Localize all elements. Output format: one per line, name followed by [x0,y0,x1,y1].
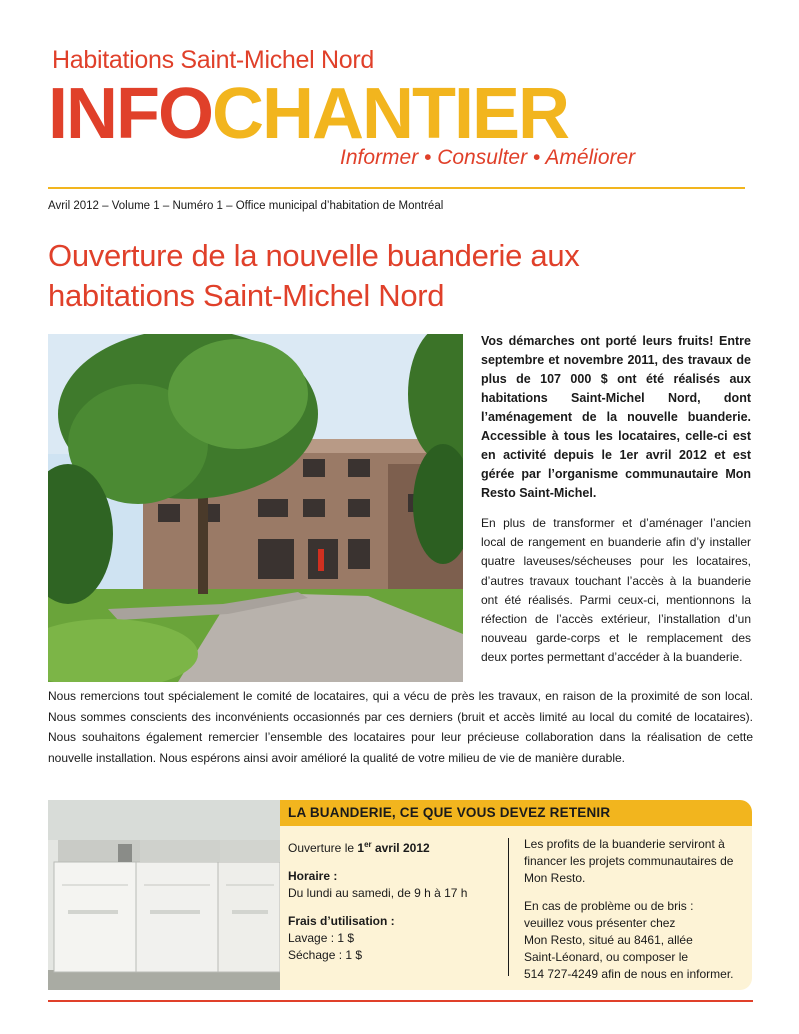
footer-divider [48,1000,753,1002]
opening-day: 1 [357,841,365,855]
header-divider [48,187,745,189]
problem-line-5: 514 727-4249 afin de nous en informer. [524,967,734,981]
fees-label: Frais d’utilisation : [288,914,395,928]
hours-label: Horaire : [288,869,338,883]
masthead-chantier: CHANTIER [211,74,568,154]
opening-line [288,836,498,857]
headline-line-2: habitations Saint-Michel Nord [48,278,445,313]
problem-line-3: Mon Resto, situé au 8461, allée [524,933,693,947]
opening-prefix: Ouverture le [288,841,358,855]
problem-line-4: Saint-Léonard, ou composer le [524,950,689,964]
article-body: En plus de transformer et d’aménager l’ancien local de rangement en buanderie afin d’y installer quatre laveuses/sécheuses pour les locataires, d’autres travaux touchant l’accès à la buanderie ont été réalisés. Parmi ceux-ci, mentionnons la réfection de l’accès extérieur, l’installation d’un nouveau garde-corps et le remplacement des deux portes permettant d’accéder à la buanderie. [481,516,751,665]
issue-line: Avril 2012 – Volume 1 – Numéro 1 – Office municipal d’habitation de Montréal [48,200,444,212]
laundry-photo [48,800,280,990]
profits-text: Les profits de la buanderie serviront à financer les projets communautaires de Mon Resto. [524,837,734,885]
infobox-header [280,800,752,826]
hours-value: Du lundi au samedi, de 9 h à 17 h [288,886,468,900]
column-divider [508,838,509,976]
building-photo [48,334,463,682]
infobox-body [280,826,752,990]
publication-subtitle: Habitations Saint-Michel Nord [52,46,375,74]
infobox-column-1 [288,836,498,964]
fee-dry: Séchage : 1 $ [288,948,363,962]
fee-wash: Lavage : 1 $ [288,931,355,945]
opening-date: avril 2012 [371,841,430,855]
masthead [48,74,568,154]
article-thanks: Nous remercions tout spécialement le comité de locataires, qui a vécu de près les travaux, en raison de la proximité de son local. Nous sommes conscients des inconvénients occasionnés par ces derniers (bruit et accès limité au local du comité de locataires). Nous souhaitons également remercier l’ensemble des locataires pour leur précieuse collaboration dans la réalisation de cette nouvelle installation. Nous espérons ainsi avoir amélioré la qualité de votre milieu de vie de manière durable. [48,689,753,765]
opening-sup: er [364,840,372,849]
infobox-column-2 [524,836,746,983]
headline-line-1: Ouverture de la nouvelle buanderie aux [48,238,580,273]
article-intro: Vos démarches ont porté leurs fruits! Entre septembre et novembre 2011, des travaux de plus de 107 000 $ ont été réalisés aux habitations Saint-Michel Nord, dont l’aménagement de la nouvelle buanderie. Accessible à tous les locataires, celle-ci est en activité depuis le 1er avril 2012 et est gérée par l’organisme communautaire Mon Resto Saint-Michel. [481,334,751,500]
problem-line-1: En cas de problème ou de bris : [524,899,694,913]
tagline: Informer • Consulter • Améliorer [340,146,636,169]
article-headline [48,236,768,316]
infobox-title: LA BUANDERIE, CE QUE VOUS DEVEZ RETENIR [288,805,611,820]
problem-line-2: veuillez vous présenter chez [524,916,676,930]
masthead-info: INFO [48,74,212,154]
